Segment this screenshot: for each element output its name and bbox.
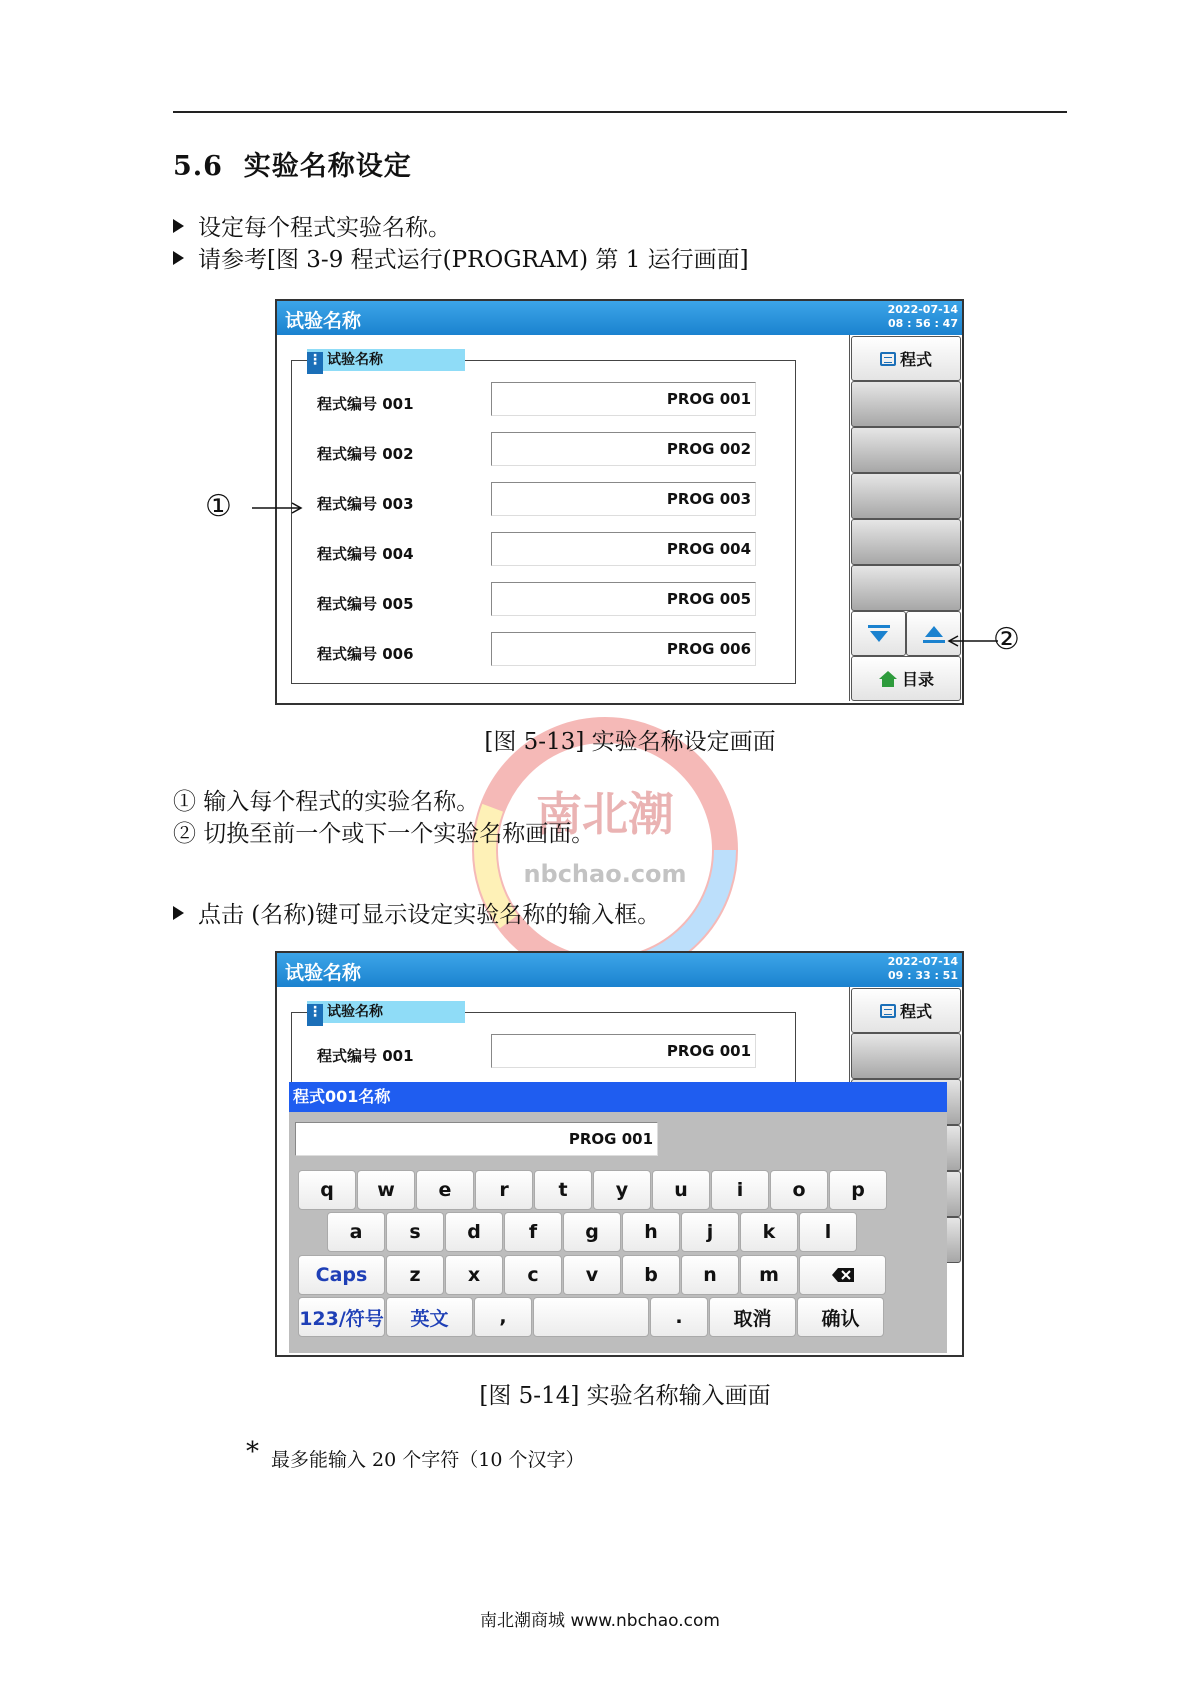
arrow-right-icon [252,501,304,515]
key[interactable]: a [327,1212,385,1252]
row-label: 程式编号 005 [317,595,414,613]
key[interactable]: o [770,1170,828,1210]
key[interactable]: t [534,1170,592,1210]
key[interactable]: g [563,1212,621,1252]
panel-tag-icon: ⋮ [307,1004,323,1026]
menu-button[interactable]: 目录 [851,656,961,701]
bullet-1: 设定每个程式实验名称。 [173,209,451,242]
program-name-field[interactable]: PROG 001 [491,382,756,416]
screen-titlebar [277,301,962,335]
screen-name-input [275,951,964,1357]
key[interactable]: m [740,1255,798,1295]
row-label: 程式编号 002 [317,445,414,463]
program-icon [880,352,896,366]
comma-key[interactable]: , [474,1297,532,1337]
top-rule [173,111,1067,113]
note-2: ② 切换至前一个或下一个实验名称画面。 [173,821,595,847]
program-name-field[interactable]: PROG 005 [491,582,756,616]
program-icon [880,1004,896,1018]
program-name-field[interactable]: PROG 006 [491,632,756,666]
caption-figure-5-13: [图 5-13] 实验名称设定画面 [484,729,776,755]
caps-key[interactable]: Caps [298,1255,385,1295]
program-button[interactable]: 程式 [851,988,961,1033]
home-icon [878,670,898,688]
key[interactable]: v [563,1255,621,1295]
key[interactable]: f [504,1212,562,1252]
screen-test-name [275,299,964,705]
triangle-down-icon [868,625,890,643]
footnote: 最多能输入 20 个字符（10 个汉字） [271,1449,585,1471]
side-blank-button-1[interactable] [851,1033,961,1079]
space-key[interactable] [533,1297,649,1337]
key[interactable]: k [740,1212,798,1252]
row-label: 程式编号 001 [317,395,414,413]
screen-title: 试验名称 [285,310,362,332]
key[interactable]: w [357,1170,415,1210]
english-key[interactable]: 英文 [386,1297,473,1337]
footnote-mark: * [246,1437,259,1467]
key[interactable]: r [475,1170,533,1210]
program-name-field[interactable]: PROG 004 [491,532,756,566]
name-input[interactable]: PROG 001 [295,1122,658,1156]
symbols-key[interactable]: 123/符号 [298,1297,385,1337]
datetime: 2022-07-14 09 : 33 : 51 [887,955,958,982]
key[interactable]: b [622,1255,680,1295]
watermark-en: nbchao.com [523,860,687,888]
row-label: 程式编号 006 [317,645,414,663]
marker-1: ① [205,489,232,524]
section-title: 实验名称设定 [243,151,412,182]
dialog-title: 程式001名称 [289,1082,947,1112]
watermark-cn: 南北潮 [536,787,674,841]
side-blank-button-4[interactable] [851,519,961,565]
arrow-left-icon [946,634,998,648]
key[interactable]: s [386,1212,444,1252]
cancel-key[interactable]: 取消 [709,1297,796,1337]
section-number: 5.6 [173,151,223,182]
main-area [277,335,850,701]
panel-tag-icon: ⋮ [307,352,323,374]
screen-title: 试验名称 [285,962,362,984]
screen-titlebar [277,953,962,987]
bullet-arrow-icon [173,251,184,265]
program-name-field[interactable]: PROG 001 [491,1034,756,1068]
key[interactable]: u [652,1170,710,1210]
confirm-key[interactable]: 确认 [797,1297,884,1337]
side-blank-button-2[interactable] [851,427,961,473]
key[interactable]: z [386,1255,444,1295]
period-key[interactable]: . [650,1297,708,1337]
side-blank-button-3[interactable] [851,473,961,519]
side-blank-button-5[interactable] [851,565,961,611]
key[interactable]: d [445,1212,503,1252]
program-button[interactable]: 程式 [851,336,961,381]
section-heading [173,144,412,183]
bullet-3: 点击 (名称)键可显示设定实验名称的输入框。 [173,896,660,929]
row-label: 程式编号 003 [317,495,414,513]
key[interactable]: j [681,1212,739,1252]
key[interactable]: q [298,1170,356,1210]
key[interactable]: y [593,1170,651,1210]
bullet-2: 请参考[图 3-9 程式运行(PROGRAM) 第 1 运行画面] [173,241,749,274]
side-blank-button-1[interactable] [851,381,961,427]
key[interactable]: x [445,1255,503,1295]
backspace-key[interactable] [799,1255,886,1295]
panel-tag: ⋮ 试验名称 [307,1001,465,1023]
datetime: 2022-07-14 08 : 56 : 47 [887,303,958,330]
caption-figure-5-14: [图 5-14] 实验名称输入画面 [479,1383,771,1409]
program-name-field[interactable]: PROG 002 [491,432,756,466]
key[interactable]: c [504,1255,562,1295]
bullet-arrow-icon [173,219,184,233]
key[interactable]: p [829,1170,887,1210]
key[interactable]: e [416,1170,474,1210]
keyboard-dialog [289,1082,947,1353]
backspace-icon [831,1267,855,1283]
panel-tag: ⋮ 试验名称 [307,349,465,371]
key[interactable]: i [711,1170,769,1210]
bullet-arrow-icon [173,906,184,920]
note-1: ① 输入每个程式的实验名称。 [173,789,480,815]
key[interactable]: l [799,1212,857,1252]
key[interactable]: h [622,1212,680,1252]
triangle-up-icon [923,625,945,643]
row-label: 程式编号 001 [317,1047,414,1065]
page-down-button[interactable] [851,611,906,656]
row-label: 程式编号 004 [317,545,414,563]
marker-2: ② [993,622,1020,657]
program-name-field[interactable]: PROG 003 [491,482,756,516]
page-footer: 南北潮商城 www.nbchao.com [480,1611,720,1631]
key[interactable]: n [681,1255,739,1295]
